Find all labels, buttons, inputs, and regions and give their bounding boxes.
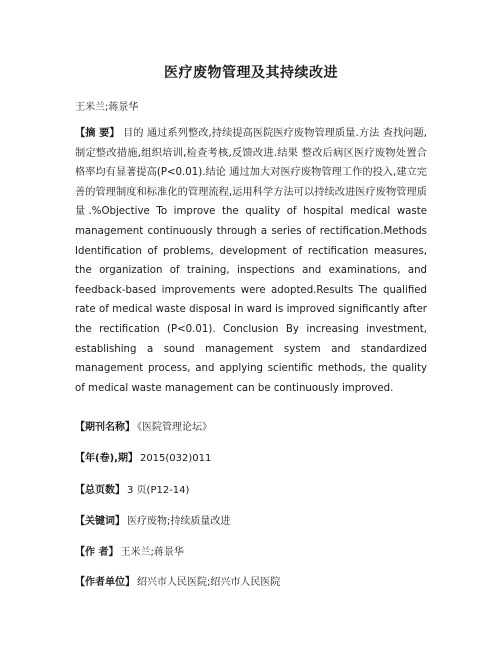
meta-journal-value: 《医院管理论坛》	[137, 422, 212, 433]
meta-issue	[75, 449, 211, 464]
meta-affiliation-label: 【作者单位】	[75, 577, 135, 588]
meta-journal	[75, 418, 212, 433]
meta-author-label: 【作 者】	[75, 547, 119, 558]
meta-author	[75, 543, 184, 558]
meta-keywords-label: 【关键词】	[75, 516, 125, 527]
meta-issue-label: 【年(卷),期】	[75, 453, 138, 464]
author-line: 王米兰;蒋景华	[75, 102, 139, 113]
meta-author-value: 王米兰;蒋景华	[120, 547, 184, 558]
abstract-block	[75, 124, 427, 398]
meta-journal-label: 【期刊名称】	[75, 422, 135, 433]
abstract-text: 目的 通过系列整改,持续提高医院医疗废物管理质量.方法 查找问题,制定整改措施,组织培训,检查考核,反馈改进.结果 整改后病区医疗废物处置合格率均有显著提高(P<0.01).结论 通过加大对医疗废物管理工作的投入,建立完善的管理制度和标准化的管理流程,运用科学方法可以持续改进医疗废物管理质量.%Objective To improve the quality of hospital medical waste management continuously through a series of rectification.Methods Identification of problems, development of rectification measures, the organization of training, inspections and examinations, and feedback-based improvements were adopted.Results The qualified rate of medical waste disposal in ward is improved significantly after the rectification (P<0.01). Conclusion By increasing investment, establishing a sound management system and standardized management process, and applying scientific methods, the quality of medical waste management can be continuously improved.	[75, 128, 427, 394]
meta-keywords	[75, 512, 230, 527]
meta-pages-value: 3 页(P12-14)	[127, 485, 190, 496]
abstract-label: 【摘 要】	[75, 128, 120, 139]
meta-issue-value: 2015(032)011	[139, 453, 212, 464]
page-title: 医疗废物管理及其持续改进	[164, 65, 338, 81]
meta-keywords-value: 医疗废物;持续质量改进	[127, 516, 231, 527]
meta-pages	[75, 481, 189, 496]
meta-affiliation	[75, 573, 280, 588]
meta-affiliation-value: 绍兴市人民医院;绍兴市人民医院	[137, 577, 281, 588]
meta-pages-label: 【总页数】	[75, 485, 125, 496]
